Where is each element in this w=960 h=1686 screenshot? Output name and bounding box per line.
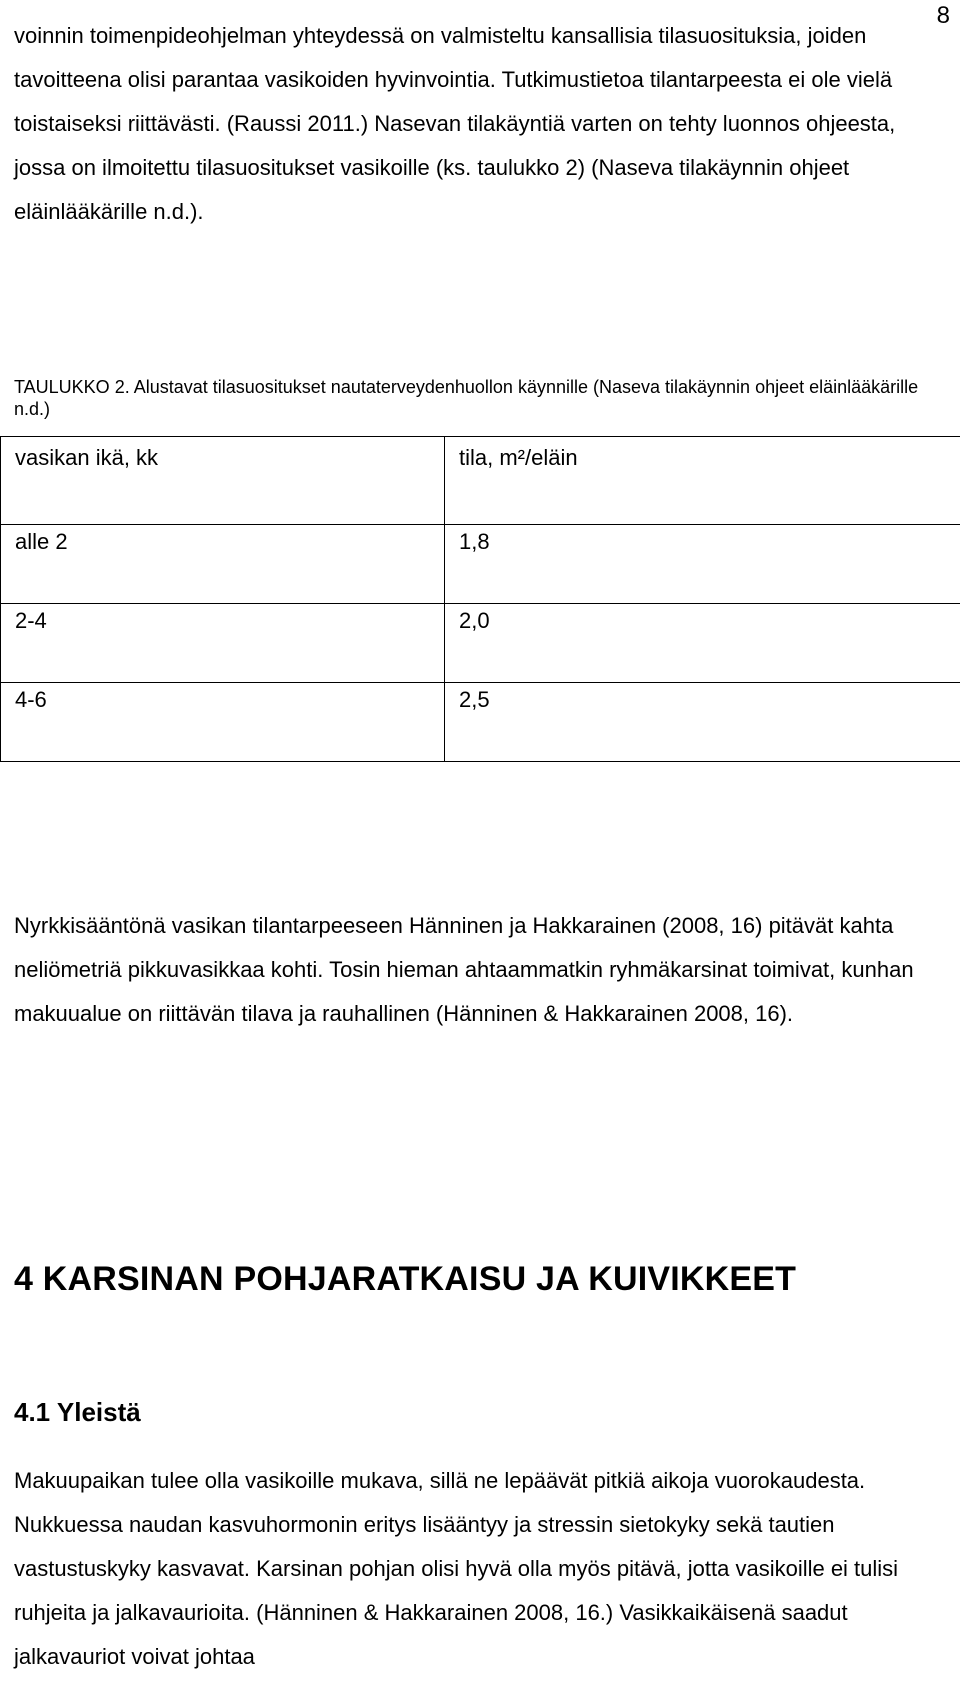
table-cell-age: 2-4 (1, 604, 445, 683)
subsection-heading: 4.1 Yleistä (14, 1397, 141, 1427)
table-caption: TAULUKKO 2. Alustavat tilasuositukset nautaterveydenhuollon käynnille (Naseva tilakäynnin ohjeet eläinlääkärille n.d.) (14, 377, 919, 419)
body-paragraph: Nyrkkisääntönä vasikan tilantarpeeseen Hänninen ja Hakkarainen (2008, 16) pitävät kahta neliömetriä pikkuvasikkaa kohti. Tosin hieman ahtaammatkin ryhmäkarsinat toimivat, kunhan makuualue on riittävän tilava ja rauhallinen (Hänninen & Hakkarainen 2008, 16). (14, 913, 914, 1026)
table-cell-age: 4-6 (1, 683, 445, 762)
table-header-space: tila, m²/eläin (445, 437, 960, 525)
table-cell-space: 2,0 (445, 604, 960, 683)
intro-paragraph: voinnin toimenpideohjelman yhteydessä on valmisteltu kansallisia tilasuosituksia, joiden tavoitteena olisi parantaa vasikoiden hyvinvointia. Tutkimustietoa tilantarpeesta ei ole vielä toistaiseksi riittävästi. (Raussi 2011.) Nasevan tilakäyntiä varten on tehty luonnos ohjeesta, jossa on ilmoitettu tilasuositukset vasikoille (ks. taulukko 2) (Naseva tilakäynnin ohjeet eläinlääkärille n.d.). (14, 23, 896, 224)
body-paragraph: Makuupaikan tulee olla vasikoille mukava, sillä ne lepäävät pitkiä aikoja vuorokaudesta. Nukkuessa naudan kasvuhormonin eritys lisääntyy ja stressin sietokyky sekä tautien vastustuskyky kasvavat. Karsinan pohjan olisi hyvä olla myös pitävä, jotta vasikoille ei tulisi ruhjeita ja jalkavaurioita. (Hänninen & Hakkarainen 2008, 16.) Vasikkaikäisenä saadut jalkavauriot voivat johtaa (14, 1468, 899, 1669)
table-row (1, 604, 960, 683)
table-header-row (1, 437, 960, 525)
table-cell-space: 1,8 (445, 525, 960, 604)
space-recommendation-table (0, 436, 960, 762)
page-number: 8 (936, 2, 950, 29)
table-row (1, 683, 960, 762)
table-cell-space: 2,5 (445, 683, 960, 762)
table-row (1, 525, 960, 604)
table-cell-age: alle 2 (1, 525, 445, 604)
section-heading: 4 KARSINAN POHJARATKAISU JA KUIVIKKEET (14, 1260, 797, 1298)
table-header-age: vasikan ikä, kk (1, 437, 445, 525)
